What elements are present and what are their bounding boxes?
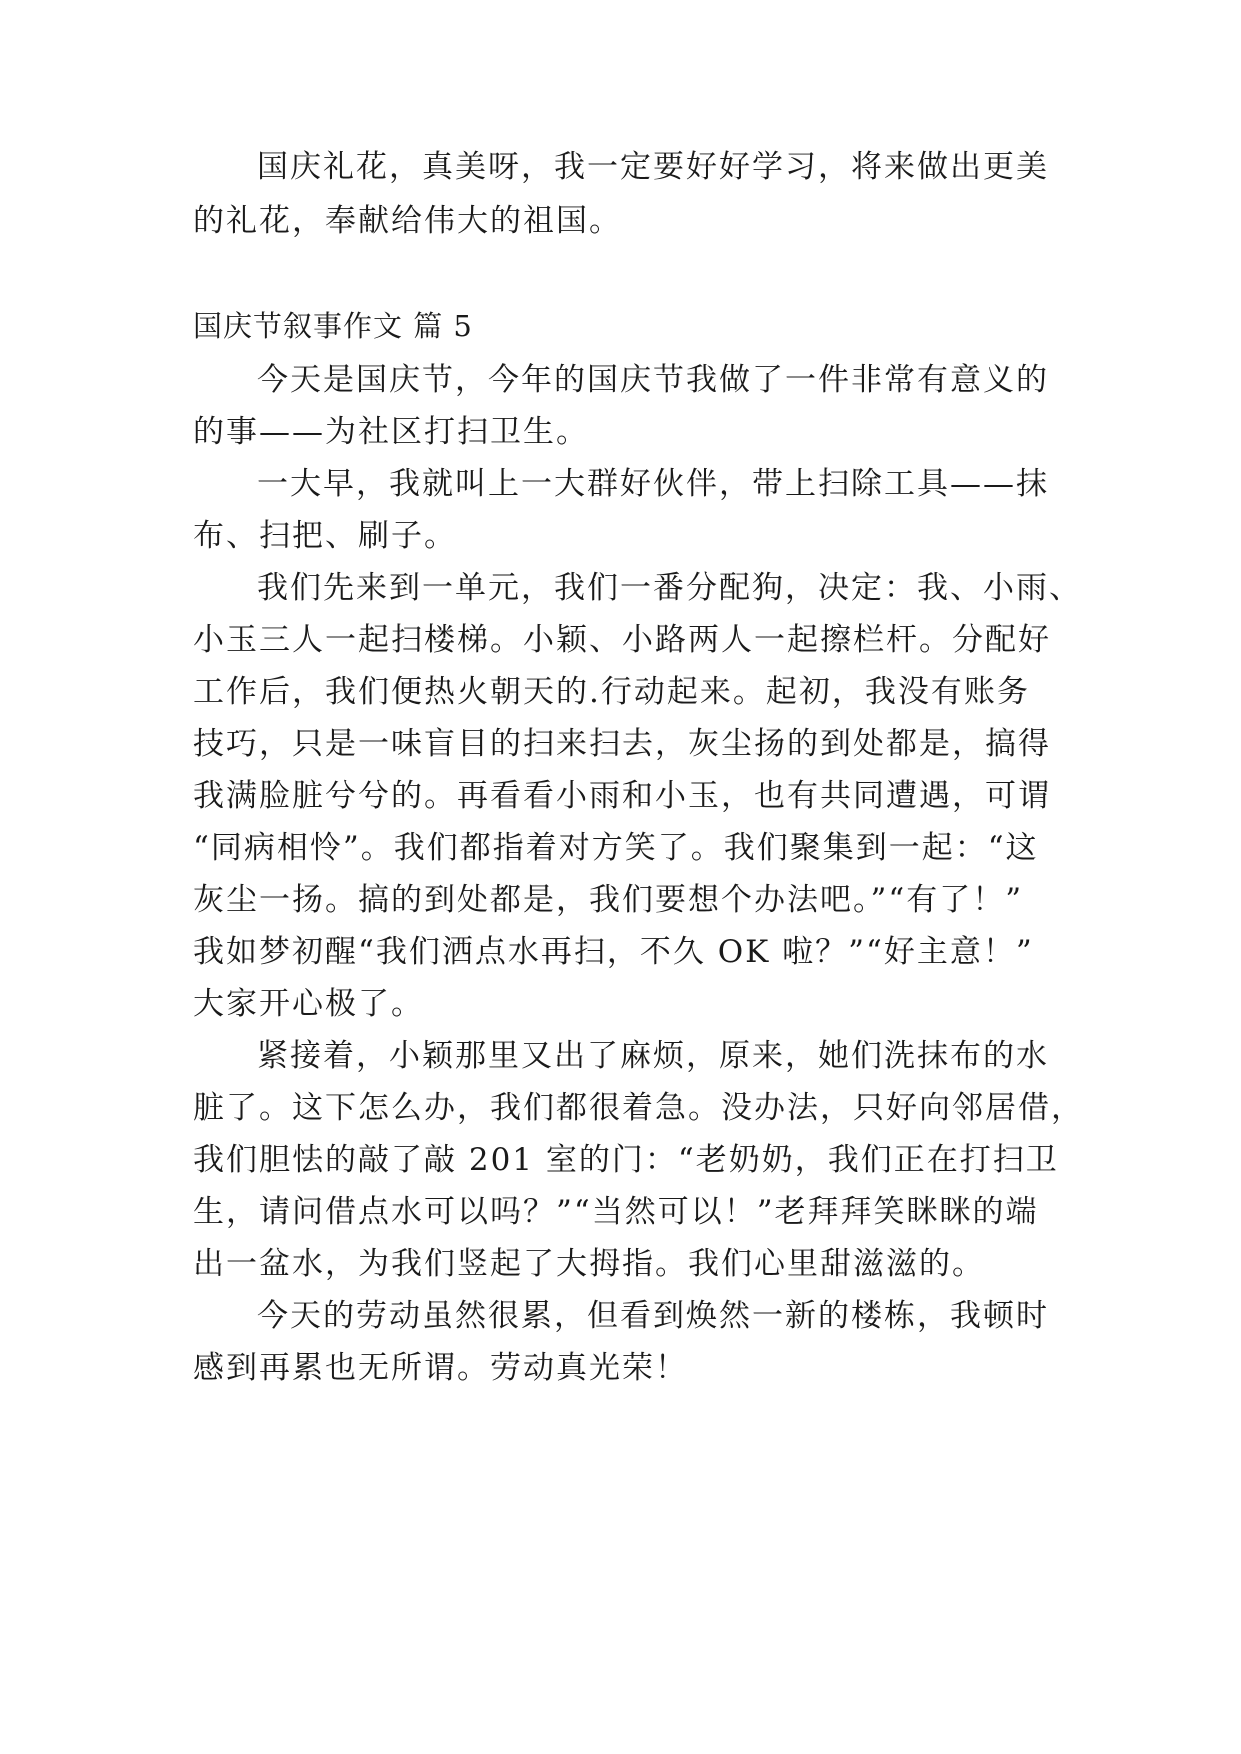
paragraph-4-line-2: 小玉三人一起扫楼梯。小颖、小路两人一起擦栏杆。分配好 bbox=[193, 622, 1051, 658]
paragraph-4-line-6: “同病相怜”。我们都指着对方笑了。我们聚集到一起：“这 bbox=[193, 830, 1039, 866]
paragraph-3-line-2: 布、扫把、刷子。 bbox=[193, 518, 457, 554]
paragraph-4-line-5: 我满脸脏兮兮的。再看看小雨和小玉，也有共同遭遇，可谓 bbox=[193, 778, 1051, 814]
paragraph-4-line-9: 大家开心极了。 bbox=[193, 986, 424, 1022]
paragraph-4-line-3: 工作后，我们便热火朝天的.行动起来。起初，我没有账务 bbox=[193, 674, 1030, 710]
paragraph-5-line-4: 生，请问借点水可以吗？”“当然可以！”老拜拜笑眯眯的端 bbox=[193, 1194, 1039, 1230]
paragraph-6-line-1: 今天的劳动虽然很累，但看到焕然一新的楼栋，我顿时 bbox=[257, 1298, 1049, 1334]
paragraph-4-line-1: 我们先来到一单元，我们一番分配狗，决定：我、小雨、 bbox=[257, 570, 1082, 606]
paragraph-5-line-3: 我们胆怯的敲了敲 201 室的门：“老奶奶，我们正在打扫卫 bbox=[193, 1142, 1059, 1178]
paragraph-2-line-2: 的事——为社区打扫卫生。 bbox=[193, 414, 589, 450]
paragraph-5-line-5: 出一盆水，为我们竖起了大拇指。我们心里甜滋滋的。 bbox=[193, 1246, 985, 1282]
paragraph-4-line-8: 我如梦初醒“我们洒点水再扫，不久 OK 啦？”“好主意！” bbox=[193, 934, 1034, 970]
paragraph-3-line-1: 一大早，我就叫上一大群好伙伴，带上扫除工具——抹 bbox=[257, 466, 1049, 502]
paragraph-6-line-2: 感到再累也无所谓。劳动真光荣！ bbox=[193, 1350, 688, 1386]
paragraph-5-line-1: 紧接着，小颖那里又出了麻烦，原来，她们洗抹布的水 bbox=[257, 1038, 1049, 1074]
paragraph-5-line-2: 脏了。这下怎么办，我们都很着急。没办法，只好向邻居借， bbox=[193, 1090, 1084, 1126]
paragraph-4-line-4: 技巧，只是一味盲目的扫来扫去，灰尘扬的到处都是，搞得 bbox=[193, 726, 1051, 762]
paragraph-4-line-7: 灰尘一扬。搞的到处都是，我们要想个办法吧。”“有了！” bbox=[193, 882, 1024, 918]
paragraph-2-line-1: 今天是国庆节，今年的国庆节我做了一件非常有意义的 bbox=[257, 362, 1049, 398]
paragraph-1-line-1: 国庆礼花，真美呀，我一定要好好学习，将来做出更美 bbox=[257, 149, 1049, 185]
section-title: 国庆节叙事作文 篇 5 bbox=[193, 309, 473, 343]
paragraph-1-line-2: 的礼花，奉献给伟大的祖国。 bbox=[193, 203, 622, 239]
